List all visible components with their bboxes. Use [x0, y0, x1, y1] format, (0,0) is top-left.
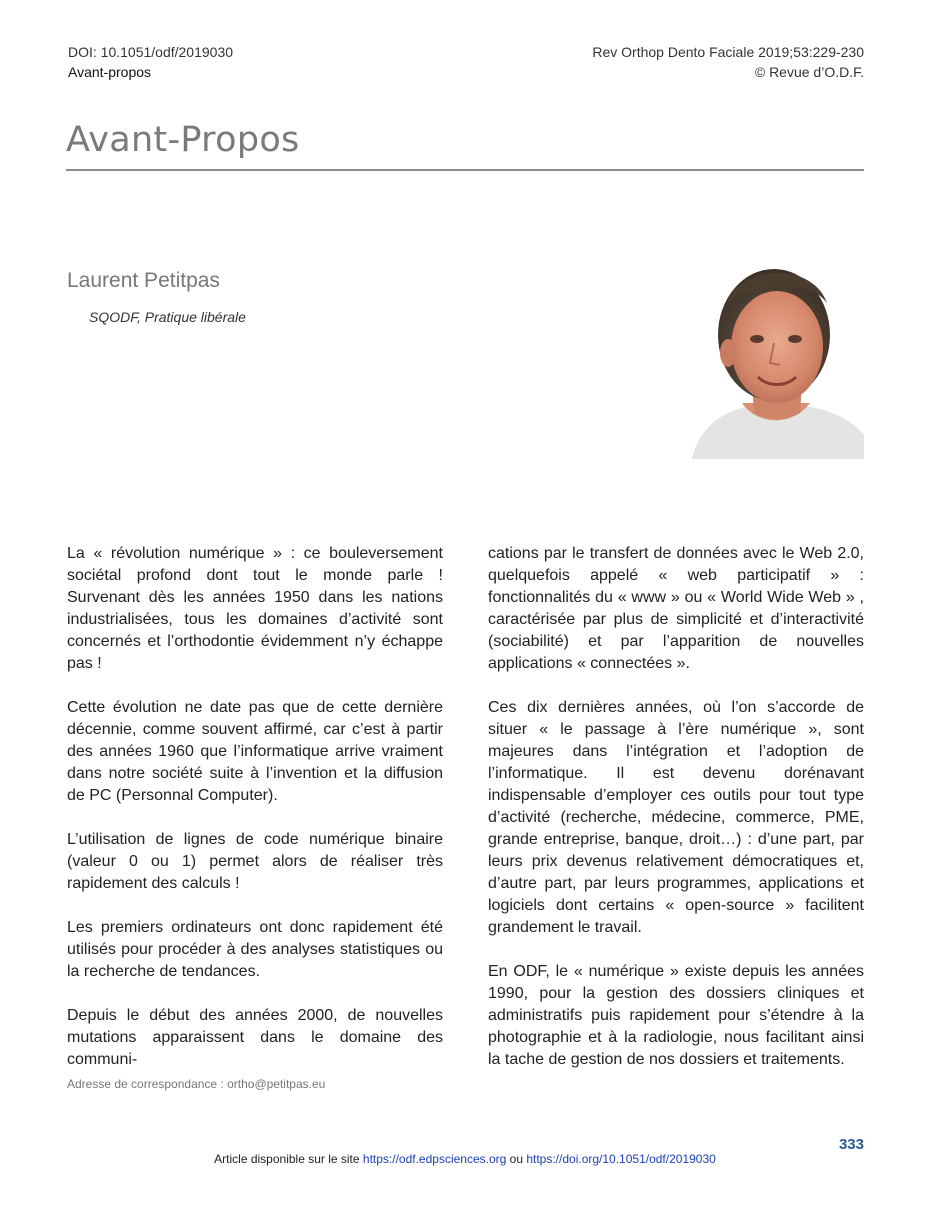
page-number: 333	[838, 1136, 864, 1153]
body-paragraph: Les premiers ordinateurs ont donc rapidement été utilisés pour procéder à des analyses statistiques ou la recherche de tendances.	[67, 919, 443, 980]
correspondence-address: Adresse de correspondance : ortho@petitpas.eu	[67, 1077, 326, 1091]
journal-reference: Rev Orthop Dento Faciale 2019;53:229-230	[592, 44, 864, 60]
header-right	[592, 42, 864, 82]
footer-link-doi[interactable]: https://doi.org/10.1051/odf/2019030	[526, 1152, 716, 1166]
body-paragraph: cations par le transfert de données avec le Web 2.0, quelquefois appelé « web participatif » : fonctionnalités du « www » ou « World Wide Web » , caractérisée par plus de simplicité et d’interactivité (sociabilité) et par l’apparition de nouvelles applications « connectées ».	[488, 545, 864, 672]
footer	[0, 1152, 930, 1166]
footer-prefix: Article disponible sur le site	[214, 1152, 363, 1166]
page-title: Avant-Propos	[66, 120, 300, 160]
body-paragraph: Cette évolution ne date pas que de cette dernière décennie, comme souvent affirmé, car c’est à partir des années 1960 que l’informatique arrive vraiment dans notre société suite à l’invention et la diffusion de PC (Personnal Computer).	[67, 699, 443, 804]
body-paragraph: Depuis le début des années 2000, de nouvelles mutations apparaissent dans le domaine des communi-	[67, 1007, 443, 1068]
body-paragraph: En ODF, le « numérique » existe depuis les années 1990, pour la gestion des dossiers cliniques et administratifs puis rapidement pour s’étendre à la photographie et à la radiologie, nous facilitant ainsi la tache de gestion de nos dossiers et traitements.	[488, 963, 864, 1068]
section-label: Avant-propos	[68, 64, 152, 80]
header-left	[68, 42, 233, 82]
title-rule	[66, 169, 864, 171]
body-column-right	[488, 543, 864, 1093]
copyright: © Revue d’O.D.F.	[754, 64, 864, 80]
author-name: Laurent Petitpas	[67, 269, 220, 292]
footer-link-journal[interactable]: https://odf.edpsciences.org	[362, 1152, 507, 1166]
author-affiliation: SQODF, Pratique libérale	[89, 309, 246, 325]
footer-middle: ou	[506, 1152, 527, 1166]
body-paragraph: La « révolution numérique » : ce bouleversement sociétal profond dont tout le monde parle ! Survenant dès les années 1950 dans les nations industrialisées, tous les domaines d’activité sont concernés et l’orthodontie évidemment n’y échappe pas !	[67, 545, 443, 672]
body-paragraph: Ces dix dernières années, où l’on s’accorde de situer « le passage à l’ère numérique », sont majeures dans l’intégration et l’adoption de l’informatique. Il est devenu dorénavant indispensable d’employer ces outils pour tout type d’activité (recherche, médecine, commerce, PME, grande entreprise, banque, droit…) : d’une part, par leurs prix devenus relativement démocratiques et, d’autre part, par leurs programmes, applications et logiciels dont certains « open-source » facilitent grandement le travail.	[488, 699, 864, 936]
body-column-left	[67, 543, 443, 1093]
body-paragraph: L’utilisation de lignes de code numérique binaire (valeur 0 ou 1) permet alors de réaliser très rapidement des calculs !	[67, 831, 443, 892]
author-photo	[682, 235, 864, 459]
doi: DOI: 10.1051/odf/2019030	[68, 44, 234, 60]
